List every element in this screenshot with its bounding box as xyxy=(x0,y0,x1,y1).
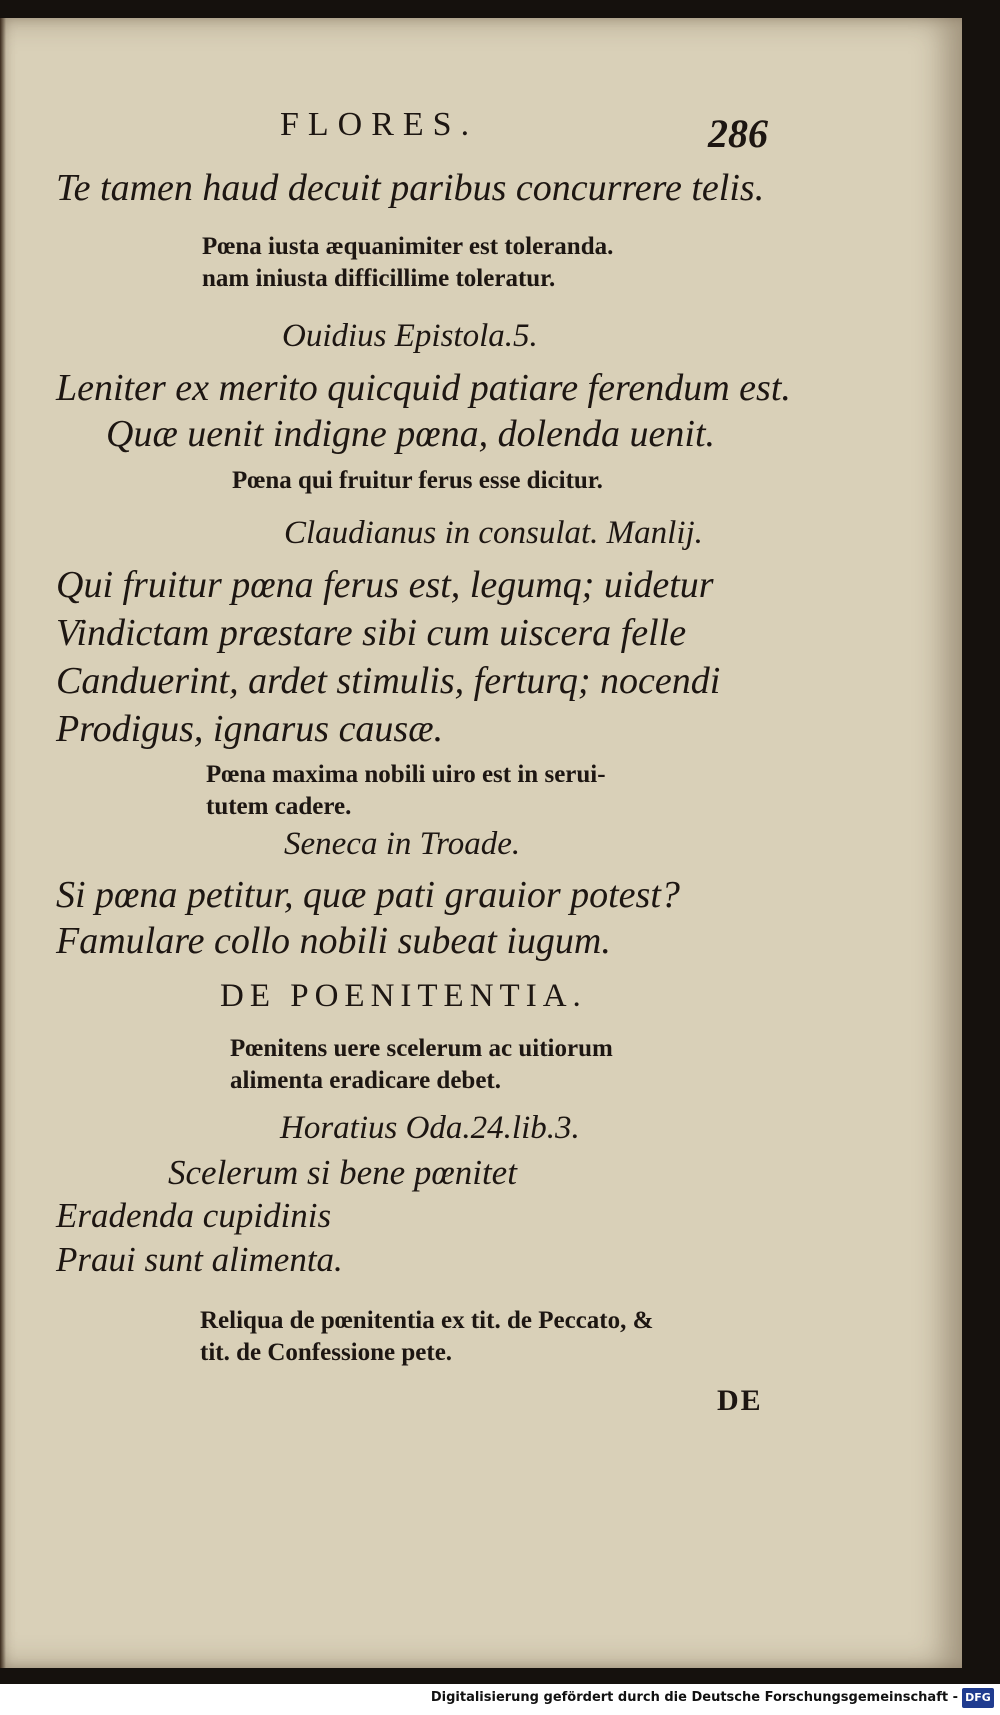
prose-note-line: tit. de Confessione pete. xyxy=(200,1339,453,1366)
prose-note-line: Pœna maxima nobili uiro est in serui- xyxy=(206,761,606,788)
verse-line: Canduerint, ardet stimulis, ferturq; nocendi xyxy=(56,660,721,702)
verse-line: Prodigus, ignarus causæ. xyxy=(56,708,444,750)
source-citation: Ouidius Epistola.5. xyxy=(282,318,538,354)
page-spine-shadow xyxy=(0,18,6,1668)
prose-note-line: Pœna qui fruitur ferus esse dicitur. xyxy=(232,467,603,494)
footer-bar xyxy=(0,1684,1000,1715)
verse-line: Si pœna petitur, quæ pati grauior potest? xyxy=(56,874,680,916)
section-heading: DE POENITENTIA. xyxy=(220,978,587,1014)
catchword: DE xyxy=(717,1384,763,1417)
prose-note-line: alimenta eradicare debet. xyxy=(230,1067,501,1094)
prose-note-line: Reliqua de pœnitentia ex tit. de Peccato, & xyxy=(200,1307,654,1334)
prose-note-line: Pœnitens uere scelerum ac uitiorum xyxy=(230,1035,613,1062)
verse-line: Praui sunt alimenta. xyxy=(56,1240,343,1279)
prose-note-line: nam iniusta difficillime toleratur. xyxy=(202,265,556,292)
prose-note-line: Pœna iusta æquanimiter est toleranda. xyxy=(202,233,614,260)
dfg-logo-icon: DFG xyxy=(962,1688,994,1708)
verse-line: Qui fruitur pœna ferus est, legumq; uidetur xyxy=(56,564,714,606)
prose-note-line: tutem cadere. xyxy=(206,793,352,820)
funding-notice: Digitalisierung gefördert durch die Deutsche Forschungsgemeinschaft - xyxy=(430,1690,958,1705)
page-number: 286 xyxy=(708,111,768,156)
source-citation: Seneca in Troade. xyxy=(284,826,521,862)
verse-line: Quæ uenit indigne pœna, dolenda uenit. xyxy=(106,413,716,455)
verse-line: Eradenda cupidinis xyxy=(56,1196,332,1235)
book-page xyxy=(0,18,962,1668)
verse-line: Te tamen haud decuit paribus concurrere telis. xyxy=(56,167,765,209)
verse-line: Leniter ex merito quicquid patiare ferendum est. xyxy=(56,367,791,409)
verse-line: Famulare collo nobili subeat iugum. xyxy=(56,920,611,962)
verse-line: Vindictam præstare sibi cum uiscera felle xyxy=(56,612,687,654)
source-citation: Horatius Oda.24.lib.3. xyxy=(280,1110,580,1146)
running-title: FLORES. xyxy=(280,106,479,143)
verse-line: Scelerum si bene pœnitet xyxy=(168,1153,517,1192)
source-citation: Claudianus in consulat. Manlij. xyxy=(284,515,703,551)
